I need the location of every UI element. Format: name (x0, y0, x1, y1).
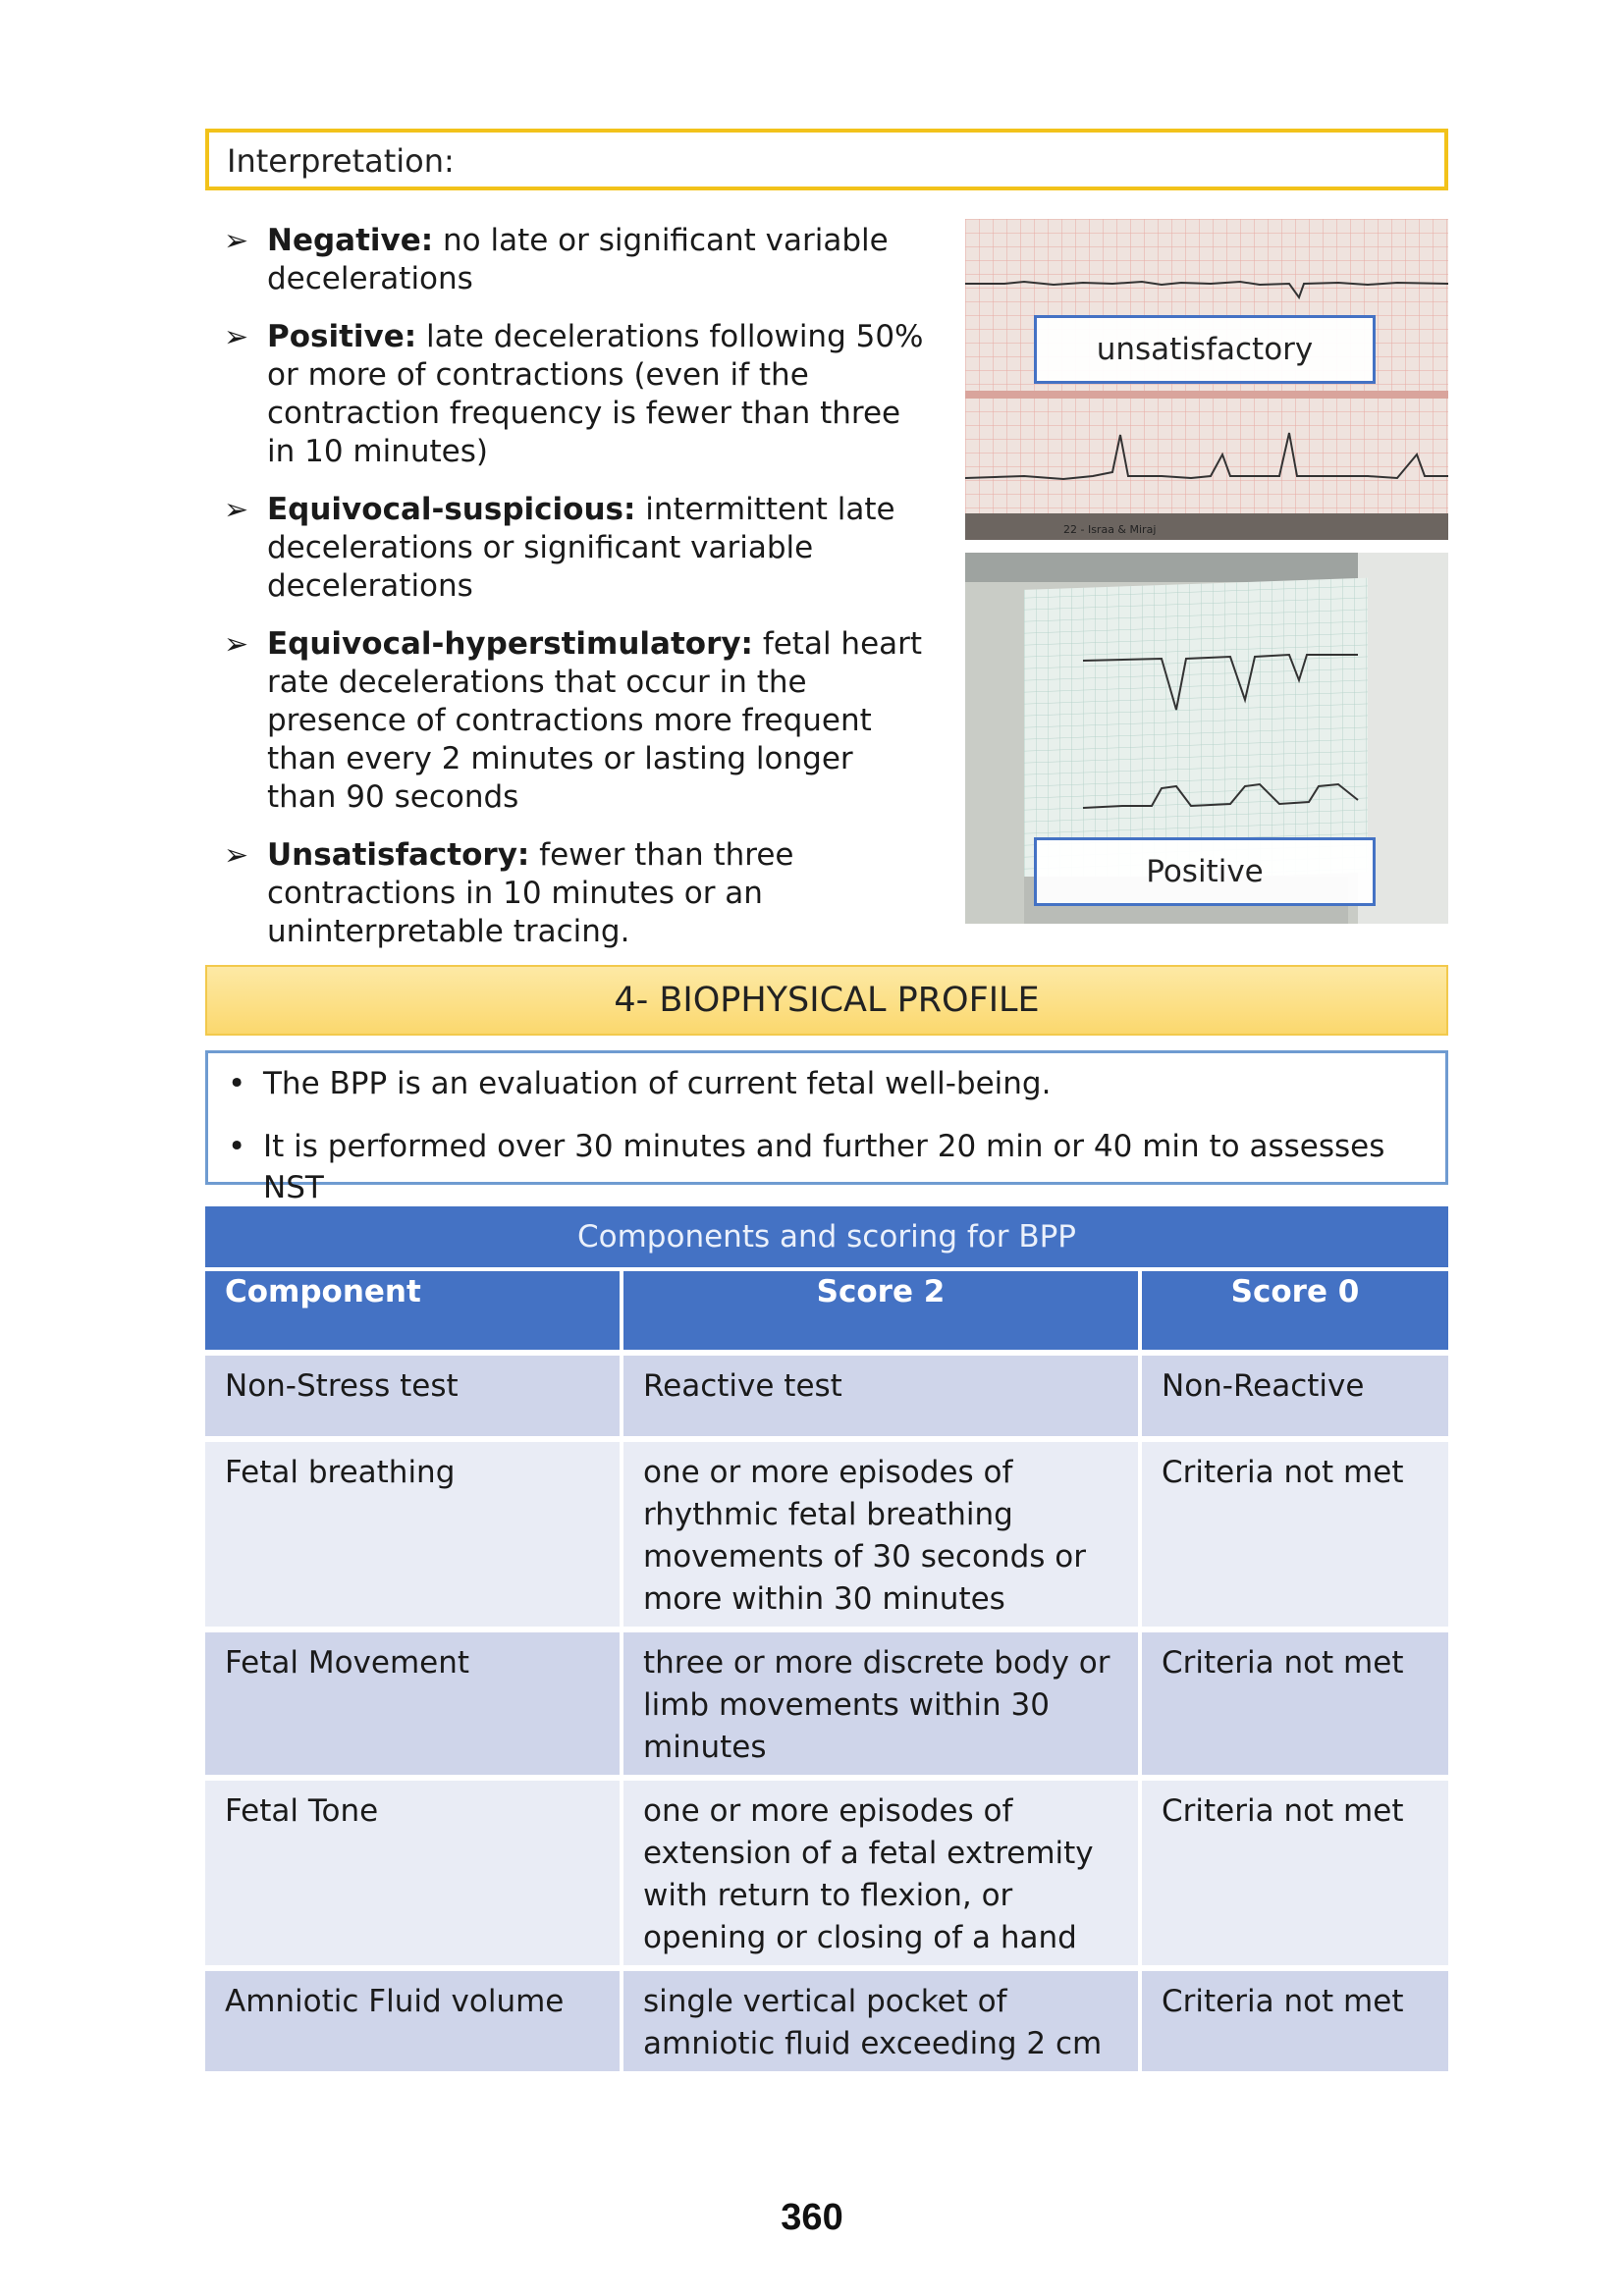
arrow-bullet-icon: ➢ (224, 838, 249, 873)
photo-label-positive (1034, 837, 1376, 906)
bullet-term: Unsatisfactory: (267, 837, 530, 873)
bullet-dot-icon: • (228, 1066, 246, 1101)
photo-label-text: unsatisfactory (1096, 332, 1314, 367)
table-cell: Reactive test (622, 1353, 1140, 1439)
table-cell: Criteria not met (1140, 1439, 1448, 1629)
bullet-text: fetal heart rate decelerations that occur in the presence of contractions more frequent than every 2 minutes or lasting longer than 90 seconds (267, 626, 923, 815)
list-item (224, 222, 931, 298)
bullet-dot-icon: • (228, 1129, 246, 1164)
table-cell: single vertical pocket of amniotic fluid exceeding 2 cm (622, 1968, 1140, 2071)
table-cell: Criteria not met (1140, 1968, 1448, 2071)
interpretation-list (224, 222, 931, 971)
interpretation-title: Interpretation: (227, 142, 455, 180)
bullet-term: Equivocal-suspicious: (267, 492, 636, 527)
list-item (228, 1063, 1445, 1104)
bullet-text: fewer than three contractions in 10 minutes or an uninterpretable tracing. (267, 837, 794, 949)
bpp-point-text: The BPP is an evaluation of current fetal well-being. (263, 1066, 1052, 1101)
table-cell: Criteria not met (1140, 1778, 1448, 1968)
table-cell: Fetal Movement (205, 1629, 622, 1778)
bullet-term: Positive: (267, 319, 417, 354)
bullet-text: intermittent late decelerations or significant variable decelerations (267, 492, 895, 604)
bpp-point-text: It is performed over 30 minutes and further 20 min or 40 min to assesses NST (263, 1129, 1385, 1205)
column-header-score-0: Score 0 (1140, 1269, 1448, 1353)
table-row (205, 1353, 1448, 1439)
table-cell: Amniotic Fluid volume (205, 1968, 622, 2071)
table-cell: three or more discrete body or limb movements within 30 minutes (622, 1629, 1140, 1778)
arrow-bullet-icon: ➢ (224, 493, 249, 527)
table-cell: Fetal Tone (205, 1778, 622, 1968)
list-item (224, 491, 931, 606)
photo-label-text: Positive (1146, 854, 1264, 889)
arrow-bullet-icon: ➢ (224, 224, 249, 258)
bullet-text: no late or significant variable decelerations (267, 223, 889, 296)
list-item (224, 836, 931, 951)
table-cell: Fetal breathing (205, 1439, 622, 1629)
table-cell: Criteria not met (1140, 1629, 1448, 1778)
section-title-text: 4- BIOPHYSICAL PROFILE (614, 981, 1040, 1020)
table-cell: Non-Reactive (1140, 1353, 1448, 1439)
table-cell: Non-Stress test (205, 1353, 622, 1439)
bpp-summary-box (205, 1050, 1448, 1205)
bullet-term: Equivocal-hyperstimulatory: (267, 626, 753, 662)
table-row (205, 1968, 1448, 2071)
table-cell: one or more episodes of extension of a fetal extremity with return to flexion, or opening or closing of a hand (622, 1778, 1140, 1968)
table-row (205, 1439, 1448, 1629)
photo-strip-caption: 22 - Israa & Miraj (1063, 523, 1157, 536)
interpretation-header (205, 129, 1448, 190)
table-header-row (205, 1269, 1448, 1353)
column-header-component: Component (205, 1269, 622, 1353)
arrow-bullet-icon: ➢ (224, 320, 249, 354)
ctg-photo-positive (965, 553, 1448, 924)
photo-label-unsatisfactory (1034, 315, 1376, 384)
table-caption: Components and scoring for BPP (205, 1206, 1448, 1269)
ctg-photo-unsatisfactory (965, 219, 1448, 540)
list-item (224, 318, 931, 471)
section-title-biophysical-profile (205, 965, 1448, 1036)
table-cell: one or more episodes of rhythmic fetal breathing movements of 30 seconds or more within 30 minutes (622, 1439, 1140, 1629)
column-header-score-2: Score 2 (622, 1269, 1140, 1353)
bpp-scoring-table (205, 1206, 1448, 2071)
list-item (224, 625, 931, 817)
bullet-term: Negative: (267, 223, 434, 258)
table-caption-row (205, 1206, 1448, 1269)
list-item (228, 1126, 1445, 1208)
bullet-text: late decelerations following 50% or more of contractions (even if the contraction frequency is fewer than three in 10 minutes) (267, 319, 924, 469)
table-row (205, 1778, 1448, 1968)
table-row (205, 1629, 1448, 1778)
page-number: 360 (781, 2197, 843, 2238)
arrow-bullet-icon: ➢ (224, 627, 249, 662)
